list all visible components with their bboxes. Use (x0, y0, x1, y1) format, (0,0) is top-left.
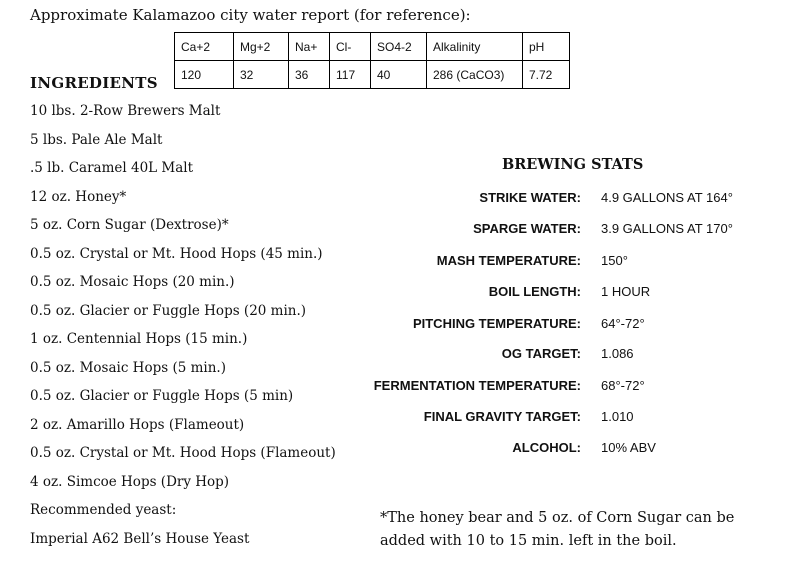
ingredient-item: 5 lbs. Pale Ale Malt (30, 132, 163, 148)
water-value-ph: 7.72 (523, 61, 570, 89)
water-header-ph: pH (523, 33, 570, 61)
ingredient-item: 0.5 oz. Crystal or Mt. Hood Hops (Flameout) (30, 445, 336, 461)
stat-value-pitching-temperature: 64°-72° (601, 316, 645, 331)
stat-label-sparge-water: SPARGE WATER: (473, 221, 581, 236)
stat-value-final-gravity-target: 1.010 (601, 409, 634, 424)
stat-label-final-gravity-target: FINAL GRAVITY TARGET: (423, 409, 581, 424)
ingredient-item: 10 lbs. 2-Row Brewers Malt (30, 103, 221, 119)
stat-value-mash-temperature: 150° (601, 253, 628, 268)
ingredient-item: .5 lb. Caramel 40L Malt (30, 160, 194, 176)
yeast-value: Imperial A62 Bell’s House Yeast (30, 531, 250, 547)
stat-value-alcohol: 10% ABV (601, 440, 656, 455)
stat-value-sparge-water: 3.9 GALLONS AT 170° (601, 221, 733, 236)
ingredient-item: 2 oz. Amarillo Hops (Flameout) (30, 417, 245, 433)
water-header-ca: Ca+2 (175, 33, 234, 61)
ingredient-item: 0.5 oz. Mosaic Hops (20 min.) (30, 274, 235, 290)
stat-label-strike-water: STRIKE WATER: (479, 190, 581, 205)
stat-label-fermentation-temperature: FERMENTATION TEMPERATURE: (373, 378, 581, 393)
water-header-cl: Cl- (330, 33, 371, 61)
stat-label-boil-length: BOIL LENGTH: (488, 284, 581, 299)
footnote-line-1: *The honey bear and 5 oz. of Corn Sugar can be (380, 510, 735, 526)
water-value-alkalinity: 286 (CaCO3) (427, 61, 523, 89)
water-header-row (175, 33, 570, 61)
water-value-so4: 40 (371, 61, 427, 89)
water-value-ca: 120 (175, 61, 234, 89)
water-report-table (174, 32, 570, 89)
stat-value-boil-length: 1 HOUR (601, 284, 651, 299)
ingredient-item: 1 oz. Centennial Hops (15 min.) (30, 331, 248, 347)
brewing-stats-heading: BREWING STATS (502, 156, 644, 173)
ingredient-item: 0.5 oz. Mosaic Hops (5 min.) (30, 360, 226, 376)
water-header-alkalinity: Alkalinity (427, 33, 523, 61)
stat-value-og-target: 1.086 (601, 346, 634, 361)
water-value-na: 36 (289, 61, 330, 89)
yeast-label: Recommended yeast: (30, 502, 177, 518)
ingredient-item: 0.5 oz. Glacier or Fuggle Hops (5 min) (30, 388, 294, 404)
ingredient-item: 0.5 oz. Glacier or Fuggle Hops (20 min.) (30, 303, 307, 319)
stat-label-alcohol: ALCOHOL: (512, 440, 581, 455)
stat-label-og-target: OG TARGET: (501, 346, 581, 361)
water-value-mg: 32 (234, 61, 289, 89)
water-header-na: Na+ (289, 33, 330, 61)
water-value-cl: 117 (330, 61, 371, 89)
stat-label-pitching-temperature: PITCHING TEMPERATURE: (412, 316, 581, 331)
ingredient-item: 0.5 oz. Crystal or Mt. Hood Hops (45 min.) (30, 246, 323, 262)
stat-value-fermentation-temperature: 68°-72° (601, 378, 645, 393)
stat-value-strike-water: 4.9 GALLONS AT 164° (601, 190, 733, 205)
water-header-mg: Mg+2 (234, 33, 289, 61)
ingredients-heading: INGREDIENTS (30, 74, 158, 92)
water-report-title: Approximate Kalamazoo city water report (for reference): (30, 6, 471, 24)
ingredient-item: 12 oz. Honey* (30, 189, 127, 205)
footnote-line-2: added with 10 to 15 min. left in the boil. (380, 533, 677, 549)
ingredient-item: 4 oz. Simcoe Hops (Dry Hop) (30, 474, 230, 490)
water-header-so4: SO4-2 (371, 33, 427, 61)
water-value-row (175, 61, 570, 89)
stat-label-mash-temperature: MASH TEMPERATURE: (436, 253, 581, 268)
ingredient-item: 5 oz. Corn Sugar (Dextrose)* (30, 217, 229, 233)
